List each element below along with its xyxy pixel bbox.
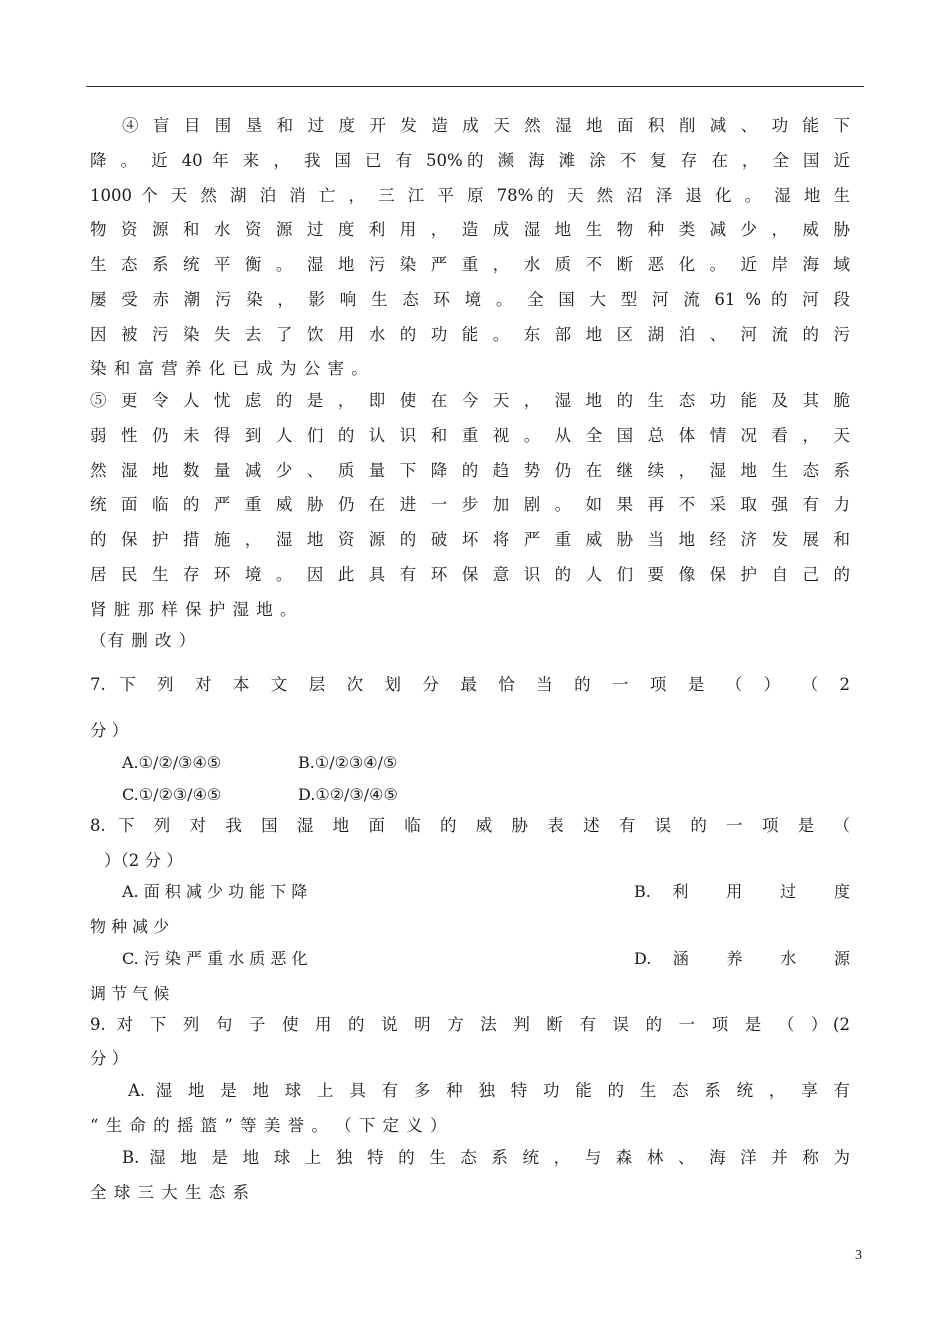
option-c: C.①/②③/④⑤ (122, 785, 222, 804)
text-line: 生 态 系 统 平 衡 。 湿 地 污 染 严 重 ， 水 质 不 断 恶 化 。 近 岸 海 域 (90, 255, 850, 274)
text-line: 肾 脏 那 样 保 护 湿 地 。 (90, 600, 298, 619)
option-b: B.①/②③④/⑤ (298, 753, 398, 772)
option-b: B. 湿 地 是 地 球 上 独 特 的 生 态 系 统 ， 与 森 林 、 海 洋 并 称 为 (122, 1148, 850, 1167)
option-a: A. 湿 地 是 地 球 上 具 有 多 种 独 特 功 能 的 生 态 系 统 ， 享 有 (128, 1081, 850, 1100)
option-a-cont: “ 生 命 的 摇 篮 ” 等 美 誉 。 （ 下 定 义 ） (90, 1116, 448, 1135)
text-line: 染 和 富 营 养 化 已 成 为 公 害 。 (90, 359, 369, 378)
text-line: 物 资 源 和 水 资 源 过 度 利 用 ， 造 成 湿 地 生 物 种 类 减 少 ， 威 胁 (90, 220, 850, 239)
question-stem: 8. 下 列 对 我 国 湿 地 面 临 的 威 胁 表 述 有 误 的 一 项 是 （ (90, 816, 850, 835)
text-line: 然 湿 地 数 量 减 少 、 质 量 下 降 的 趋 势 仍 在 继 续 ， 湿 地 生 态 系 (90, 461, 850, 480)
text-line: 统 面 临 的 严 重 威 胁 仍 在 进 一 步 加 剧 。 如 果 再 不 采 取 强 有 力 (90, 495, 850, 514)
option-c: C. 污 染 严 重 水 质 恶 化 (122, 949, 308, 968)
source-note: （有 删 改 ） (90, 631, 197, 650)
option-a: A.①/②/③④⑤ (122, 753, 222, 772)
question-stem: 分 ） (90, 721, 129, 740)
text-line: ⑤ 更 令 人 忧 虑 的 是 ， 即 使 在 今 天 ， 湿 地 的 生 态 功 能 及 其 脆 (90, 391, 850, 410)
question-stem: 7. 下 列 对 本 文 层 次 划 分 最 恰 当 的 一 项 是 （ ） （ 2 (90, 675, 850, 694)
question-stem: 分 ） (90, 1049, 129, 1068)
option-b-cont: 全 球 三 大 生 态 系 (90, 1183, 250, 1202)
text-line: 因 被 污 染 失 去 了 饮 用 水 的 功 能 。 东 部 地 区 湖 泊 、 河 流 的 污 (90, 325, 850, 344)
text-line: 降 。 近 40 年 来 ， 我 国 已 有 50%的 濒 海 滩 涂 不 复 存 在 ， 全 国 近 (90, 151, 850, 170)
text-line: 居 民 生 存 环 境 。 因 此 具 有 环 保 意 识 的 人 们 要 像 保 护 自 己 的 (90, 565, 850, 584)
header-rule (86, 86, 864, 87)
text-line: 弱 性 仍 未 得 到 人 们 的 认 识 和 重 视 。 从 全 国 总 体 情 况 看 ， 天 (90, 426, 850, 445)
question-stem: ）（2 分 ） (104, 851, 183, 870)
option-b: B. 利 用 过 度 (634, 882, 850, 901)
option-d: D. 涵 养 水 源 (634, 949, 850, 968)
option-b-cont: 物 种 减 少 (90, 917, 170, 936)
text-line: 的 保 护 措 施 ， 湿 地 资 源 的 破 坏 将 严 重 威 胁 当 地 经 济 发 展 和 (90, 530, 850, 549)
option-d: D.①②/③/④⑤ (298, 785, 398, 804)
question-stem: 9. 对 下 列 句 子 使 用 的 说 明 方 法 判 断 有 误 的 一 项 是 （ ）(2 (90, 1015, 850, 1034)
text-line: 1000 个 天 然 湖 泊 消 亡 ， 三 江 平 原 78%的 天 然 沼 泽 退 化 。 湿 地 生 (90, 186, 850, 205)
text-line: 屡 受 赤 潮 污 染 ， 影 响 生 态 环 境 。 全 国 大 型 河 流 61 % 的 河 段 (90, 290, 850, 309)
option-d-cont: 调 节 气 候 (90, 984, 170, 1003)
page-number: 3 (855, 1248, 862, 1263)
option-a: A. 面 积 减 少 功 能 下 降 (122, 882, 308, 901)
text-line: ④ 盲 目 围 垦 和 过 度 开 发 造 成 天 然 湿 地 面 积 削 减 、 功 能 下 (122, 116, 850, 135)
